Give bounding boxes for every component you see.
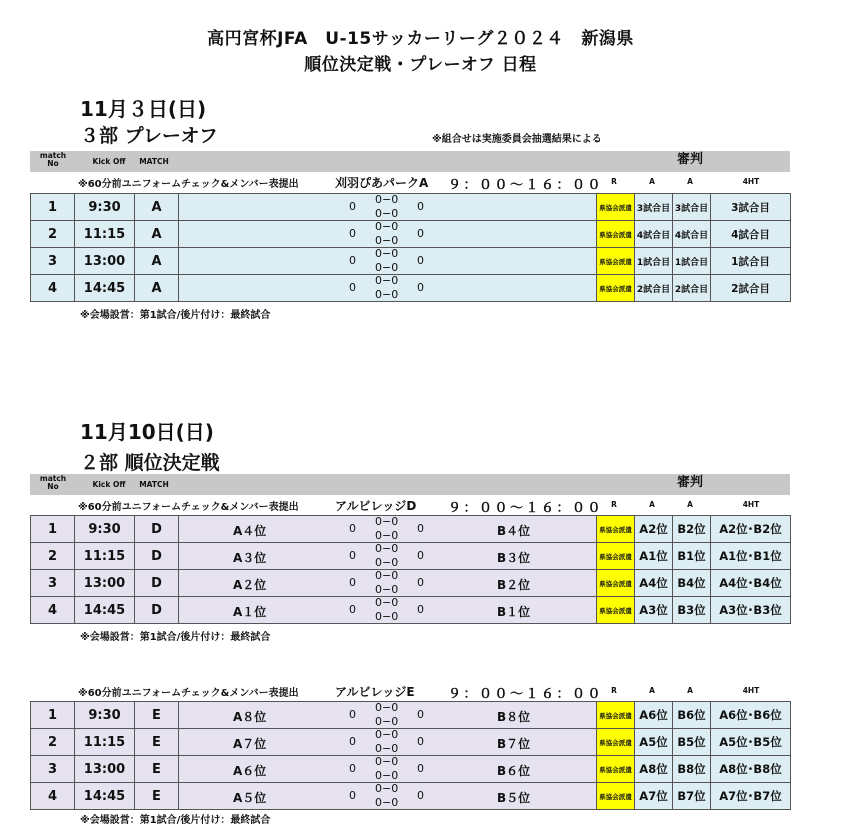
assistant-referee-2-cell: B2位 bbox=[673, 516, 711, 543]
kickoff-cell: 11:15 bbox=[75, 729, 135, 756]
second-half-score: 0−0 bbox=[375, 715, 399, 728]
second-half-score: 0−0 bbox=[375, 261, 399, 274]
match-number-cell: 4 bbox=[31, 783, 75, 810]
away-team: B６位 bbox=[497, 764, 531, 778]
referee-a1-label: A bbox=[649, 177, 655, 186]
match-number-cell: 3 bbox=[31, 756, 75, 783]
section3-schedule-table bbox=[30, 701, 791, 810]
match-number-cell: 2 bbox=[31, 221, 75, 248]
venue-name: アルビレッジE bbox=[335, 685, 415, 699]
table-row bbox=[31, 729, 791, 756]
home-score: 0 bbox=[349, 549, 356, 562]
home-team: A６位 bbox=[233, 764, 267, 778]
table-row bbox=[31, 248, 791, 275]
submit-note: ※60分前ユニフォームチェック&メンバー表提出 bbox=[78, 179, 299, 190]
first-half-score: 0−0 bbox=[375, 569, 399, 582]
first-half-score: 0−0 bbox=[375, 782, 399, 795]
first-half-score: 0−0 bbox=[375, 274, 399, 287]
section3-footer-note: ※会場設営：第1試合/後片付け：最終試合 bbox=[80, 815, 271, 826]
first-half-score: 0−0 bbox=[375, 220, 399, 233]
match-court-cell: D bbox=[135, 597, 179, 624]
match-court-cell: A bbox=[135, 275, 179, 302]
assistant-referee-1-cell: 4試合目 bbox=[635, 221, 673, 248]
assistant-referee-2-cell: B6位 bbox=[673, 702, 711, 729]
assistant-referee-1-cell: 2試合目 bbox=[635, 275, 673, 302]
referee-a2-label: A bbox=[687, 177, 693, 186]
header-kickoff: Kick Off bbox=[92, 480, 126, 489]
first-half-score: 0−0 bbox=[375, 193, 399, 206]
fourth-official-cell: A2位･B2位 bbox=[711, 516, 791, 543]
matchup-cell bbox=[179, 597, 597, 624]
away-score: 0 bbox=[417, 522, 424, 535]
home-score: 0 bbox=[349, 576, 356, 589]
home-team: A１位 bbox=[233, 605, 267, 619]
fourth-official-cell: A5位･B5位 bbox=[711, 729, 791, 756]
away-team: B５位 bbox=[497, 791, 531, 805]
first-half-score: 0−0 bbox=[375, 542, 399, 555]
venue-time: ９：００～１６：００ bbox=[448, 501, 604, 516]
assistant-referee-2-cell: B8位 bbox=[673, 756, 711, 783]
assistant-referee-2-cell: 1試合目 bbox=[673, 248, 711, 275]
referee-main-cell: 県協会派遣 bbox=[597, 248, 635, 275]
fourth-official-cell: 1試合目 bbox=[711, 248, 791, 275]
home-score: 0 bbox=[349, 762, 356, 775]
referee-a2-label: A bbox=[687, 500, 693, 509]
table-row bbox=[31, 597, 791, 624]
away-score: 0 bbox=[417, 549, 424, 562]
referee-main-cell: 県協会派遣 bbox=[597, 194, 635, 221]
fourth-official-cell: 4試合目 bbox=[711, 221, 791, 248]
section2-division: ２部 順位決定戦 bbox=[80, 452, 220, 474]
fourth-official-cell: A6位･B6位 bbox=[711, 702, 791, 729]
section1-footer-note: ※会場設営：第1試合/後片付け：最終試合 bbox=[80, 310, 271, 321]
assistant-referee-1-cell: A3位 bbox=[635, 597, 673, 624]
document-subtitle: 順位決定戦・プレーオフ 日程 bbox=[304, 55, 537, 75]
kickoff-cell: 14:45 bbox=[75, 275, 135, 302]
home-score: 0 bbox=[349, 603, 356, 616]
section1-division: ３部 プレーオフ bbox=[80, 125, 218, 147]
home-team: A３位 bbox=[233, 551, 267, 565]
assistant-referee-1-cell: 1試合目 bbox=[635, 248, 673, 275]
assistant-referee-2-cell: 4試合目 bbox=[673, 221, 711, 248]
home-team: A４位 bbox=[233, 524, 267, 538]
assistant-referee-1-cell: A8位 bbox=[635, 756, 673, 783]
matchup-cell bbox=[179, 194, 597, 221]
matchup-cell bbox=[179, 756, 597, 783]
table-row bbox=[31, 221, 791, 248]
match-court-cell: E bbox=[135, 756, 179, 783]
match-court-cell: A bbox=[135, 221, 179, 248]
referee-a2-label: A bbox=[687, 686, 693, 695]
match-number-cell: 3 bbox=[31, 248, 75, 275]
submit-note: ※60分前ユニフォームチェック&メンバー表提出 bbox=[78, 688, 299, 699]
section1-lottery-note: ※組合せは実施委員会抽選結果による bbox=[432, 134, 602, 145]
away-team: B２位 bbox=[497, 578, 531, 592]
referee-a1-label: A bbox=[649, 500, 655, 509]
kickoff-cell: 9:30 bbox=[75, 516, 135, 543]
matchup-cell bbox=[179, 702, 597, 729]
kickoff-cell: 9:30 bbox=[75, 702, 135, 729]
header-referee: 審判 bbox=[676, 475, 703, 490]
match-number-cell: 2 bbox=[31, 729, 75, 756]
fourth-official-cell: 3試合目 bbox=[711, 194, 791, 221]
first-half-score: 0−0 bbox=[375, 247, 399, 260]
kickoff-cell: 9:30 bbox=[75, 194, 135, 221]
referee-4ht-label: 4HT bbox=[742, 686, 760, 695]
away-score: 0 bbox=[417, 735, 424, 748]
match-number-cell: 1 bbox=[31, 702, 75, 729]
section1-schedule-table bbox=[30, 193, 791, 302]
home-score: 0 bbox=[349, 522, 356, 535]
referee-main-cell: 県協会派遣 bbox=[597, 756, 635, 783]
matchup-cell bbox=[179, 516, 597, 543]
section1-date: 11月３日(日) bbox=[80, 97, 207, 121]
match-number-cell: 1 bbox=[31, 516, 75, 543]
matchup-cell bbox=[179, 570, 597, 597]
away-score: 0 bbox=[417, 281, 424, 294]
match-court-cell: A bbox=[135, 248, 179, 275]
referee-4ht-label: 4HT bbox=[742, 500, 760, 509]
header-match: MATCH bbox=[139, 480, 169, 489]
referee-r-label: R bbox=[611, 686, 617, 695]
second-half-score: 0−0 bbox=[375, 769, 399, 782]
match-court-cell: E bbox=[135, 729, 179, 756]
matchup-cell bbox=[179, 248, 597, 275]
matchup-cell bbox=[179, 221, 597, 248]
assistant-referee-1-cell: A5位 bbox=[635, 729, 673, 756]
section1-sub-header bbox=[30, 174, 790, 193]
header-match-no: match No bbox=[39, 151, 67, 168]
away-score: 0 bbox=[417, 603, 424, 616]
assistant-referee-2-cell: 3試合目 bbox=[673, 194, 711, 221]
referee-r-label: R bbox=[611, 177, 617, 186]
section2-sub-header bbox=[30, 497, 790, 516]
section2-date: 11月10日(日) bbox=[80, 420, 214, 444]
assistant-referee-2-cell: B7位 bbox=[673, 783, 711, 810]
assistant-referee-2-cell: B5位 bbox=[673, 729, 711, 756]
kickoff-cell: 11:15 bbox=[75, 543, 135, 570]
submit-note: ※60分前ユニフォームチェック&メンバー表提出 bbox=[78, 502, 299, 513]
match-court-cell: D bbox=[135, 570, 179, 597]
away-score: 0 bbox=[417, 254, 424, 267]
first-half-score: 0−0 bbox=[375, 755, 399, 768]
away-score: 0 bbox=[417, 762, 424, 775]
first-half-score: 0−0 bbox=[375, 701, 399, 714]
table-row bbox=[31, 194, 791, 221]
table-row bbox=[31, 570, 791, 597]
matchup-cell bbox=[179, 729, 597, 756]
match-court-cell: E bbox=[135, 783, 179, 810]
home-score: 0 bbox=[349, 735, 356, 748]
section1-header-bar bbox=[30, 151, 790, 172]
second-half-score: 0−0 bbox=[375, 288, 399, 301]
referee-a1-label: A bbox=[649, 686, 655, 695]
referee-main-cell: 県協会派遣 bbox=[597, 275, 635, 302]
section2-schedule-table bbox=[30, 515, 791, 624]
section2-header-bar bbox=[30, 474, 790, 495]
match-number-cell: 4 bbox=[31, 597, 75, 624]
home-score: 0 bbox=[349, 789, 356, 802]
first-half-score: 0−0 bbox=[375, 728, 399, 741]
referee-main-cell: 県協会派遣 bbox=[597, 543, 635, 570]
referee-r-label: R bbox=[611, 500, 617, 509]
kickoff-cell: 14:45 bbox=[75, 597, 135, 624]
fourth-official-cell: A1位･B1位 bbox=[711, 543, 791, 570]
first-half-score: 0−0 bbox=[375, 515, 399, 528]
venue-name: アルビレッジD bbox=[335, 499, 417, 513]
venue-time: ９：００～１６：００ bbox=[448, 687, 604, 702]
away-score: 0 bbox=[417, 576, 424, 589]
away-team: B７位 bbox=[497, 737, 531, 751]
fourth-official-cell: A3位･B3位 bbox=[711, 597, 791, 624]
home-team: A７位 bbox=[233, 737, 267, 751]
assistant-referee-1-cell: A4位 bbox=[635, 570, 673, 597]
kickoff-cell: 11:15 bbox=[75, 221, 135, 248]
home-score: 0 bbox=[349, 708, 356, 721]
second-half-score: 0−0 bbox=[375, 796, 399, 809]
header-match-no: match No bbox=[39, 474, 67, 491]
header-kickoff: Kick Off bbox=[92, 157, 126, 166]
home-score: 0 bbox=[349, 200, 356, 213]
match-court-cell: E bbox=[135, 702, 179, 729]
second-half-score: 0−0 bbox=[375, 742, 399, 755]
kickoff-cell: 14:45 bbox=[75, 783, 135, 810]
second-half-score: 0−0 bbox=[375, 207, 399, 220]
home-team: A２位 bbox=[233, 578, 267, 592]
assistant-referee-2-cell: 2試合目 bbox=[673, 275, 711, 302]
away-score: 0 bbox=[417, 200, 424, 213]
home-score: 0 bbox=[349, 281, 356, 294]
referee-main-cell: 県協会派遣 bbox=[597, 570, 635, 597]
away-team: B８位 bbox=[497, 710, 531, 724]
table-row bbox=[31, 275, 791, 302]
match-number-cell: 1 bbox=[31, 194, 75, 221]
match-number-cell: 2 bbox=[31, 543, 75, 570]
home-team: A８位 bbox=[233, 710, 267, 724]
away-score: 0 bbox=[417, 708, 424, 721]
away-team: B３位 bbox=[497, 551, 531, 565]
table-row bbox=[31, 783, 791, 810]
table-row bbox=[31, 702, 791, 729]
assistant-referee-1-cell: A7位 bbox=[635, 783, 673, 810]
match-number-cell: 3 bbox=[31, 570, 75, 597]
assistant-referee-2-cell: B4位 bbox=[673, 570, 711, 597]
kickoff-cell: 13:00 bbox=[75, 756, 135, 783]
assistant-referee-2-cell: B1位 bbox=[673, 543, 711, 570]
table-row bbox=[31, 756, 791, 783]
match-court-cell: D bbox=[135, 516, 179, 543]
fourth-official-cell: A7位･B7位 bbox=[711, 783, 791, 810]
referee-main-cell: 県協会派遣 bbox=[597, 783, 635, 810]
match-number-cell: 4 bbox=[31, 275, 75, 302]
fourth-official-cell: A8位･B8位 bbox=[711, 756, 791, 783]
assistant-referee-2-cell: B3位 bbox=[673, 597, 711, 624]
table-row bbox=[31, 516, 791, 543]
referee-main-cell: 県協会派遣 bbox=[597, 729, 635, 756]
assistant-referee-1-cell: 3試合目 bbox=[635, 194, 673, 221]
matchup-cell bbox=[179, 275, 597, 302]
kickoff-cell: 13:00 bbox=[75, 248, 135, 275]
venue-time: ９：００～１６：００ bbox=[448, 178, 604, 193]
referee-main-cell: 県協会派遣 bbox=[597, 516, 635, 543]
away-team: B４位 bbox=[497, 524, 531, 538]
home-team: A５位 bbox=[233, 791, 267, 805]
matchup-cell bbox=[179, 543, 597, 570]
away-team: B１位 bbox=[497, 605, 531, 619]
second-half-score: 0−0 bbox=[375, 234, 399, 247]
header-match: MATCH bbox=[139, 157, 169, 166]
home-score: 0 bbox=[349, 227, 356, 240]
kickoff-cell: 13:00 bbox=[75, 570, 135, 597]
document-title: 高円宮杯JFA U-15サッカーリーグ２０２４ 新潟県 bbox=[207, 29, 634, 49]
home-score: 0 bbox=[349, 254, 356, 267]
fourth-official-cell: A4位･B4位 bbox=[711, 570, 791, 597]
second-half-score: 0−0 bbox=[375, 583, 399, 596]
first-half-score: 0−0 bbox=[375, 596, 399, 609]
referee-4ht-label: 4HT bbox=[742, 177, 760, 186]
referee-main-cell: 県協会派遣 bbox=[597, 597, 635, 624]
table-row bbox=[31, 543, 791, 570]
referee-main-cell: 県協会派遣 bbox=[597, 221, 635, 248]
match-court-cell: D bbox=[135, 543, 179, 570]
referee-main-cell: 県協会派遣 bbox=[597, 702, 635, 729]
assistant-referee-1-cell: A6位 bbox=[635, 702, 673, 729]
header-referee: 審判 bbox=[676, 152, 703, 167]
second-half-score: 0−0 bbox=[375, 556, 399, 569]
second-half-score: 0−0 bbox=[375, 610, 399, 623]
section3-sub-header bbox=[30, 683, 790, 702]
venue-name: 刈羽ぴあパークA bbox=[335, 176, 429, 190]
section2-footer-note: ※会場設営：第1試合/後片付け：最終試合 bbox=[80, 632, 271, 643]
fourth-official-cell: 2試合目 bbox=[711, 275, 791, 302]
away-score: 0 bbox=[417, 227, 424, 240]
assistant-referee-1-cell: A2位 bbox=[635, 516, 673, 543]
match-court-cell: A bbox=[135, 194, 179, 221]
assistant-referee-1-cell: A1位 bbox=[635, 543, 673, 570]
second-half-score: 0−0 bbox=[375, 529, 399, 542]
matchup-cell bbox=[179, 783, 597, 810]
away-score: 0 bbox=[417, 789, 424, 802]
